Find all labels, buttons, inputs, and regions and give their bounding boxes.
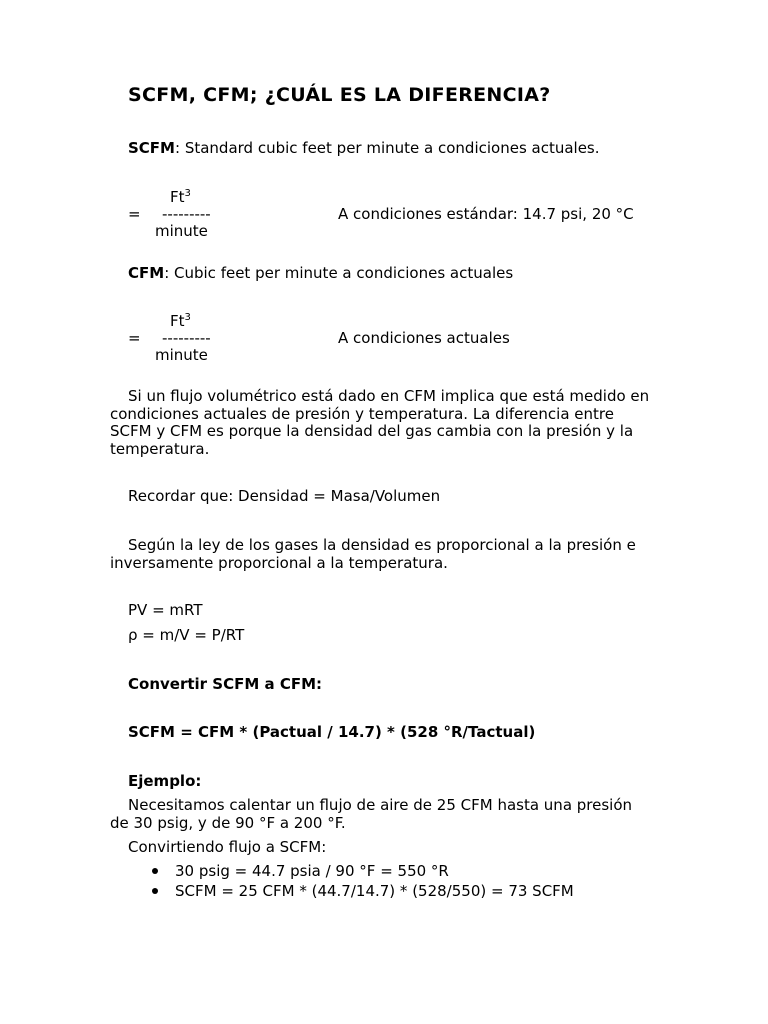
- example-text: Necesitamos calentar un flujo de aire de 25 CFM hasta una presión de 30 psig, y de 90 °F a 200 °F.: [110, 796, 633, 832]
- list-item: [151, 883, 574, 903]
- cfm-denominator: minute: [155, 346, 208, 364]
- convert-formula: SCFM = CFM * (Pactual / 14.7) * (528 °R/Tactual): [128, 723, 536, 741]
- cfm-definition-text: : Cubic feet per minute a condiciones actuales: [164, 264, 514, 282]
- paragraph-gas-law: Según la ley de los gases la densidad es proporcional a la presión e inversamente proporcional a la temperatura.: [110, 536, 636, 572]
- cfm-equals: =: [128, 329, 141, 347]
- scfm-exponent: 3: [184, 188, 191, 199]
- cfm-numerator: Ft$^3$: [170, 312, 191, 330]
- example-heading: Ejemplo:: [128, 772, 202, 790]
- scfm-denominator: minute: [155, 222, 208, 240]
- scfm-numerator: Ft$^3$: [170, 188, 191, 206]
- scfm-term: SCFM: [128, 139, 175, 157]
- list-item: [151, 863, 574, 883]
- cfm-definition: [128, 265, 513, 282]
- equation-density: ρ = m/V = P/RT: [128, 626, 245, 644]
- scfm-definition-text: : Standard cubic feet per minute a condiciones actuales.: [175, 139, 600, 157]
- convert-heading: Convertir SCFM a CFM:: [128, 675, 323, 693]
- density-reminder: Recordar que: Densidad = Masa/Volumen: [128, 487, 441, 505]
- cfm-term: CFM: [128, 264, 165, 282]
- cfm-condition: A condiciones actuales: [338, 329, 510, 347]
- scfm-equals: =: [128, 205, 141, 223]
- bullet-icon: [152, 868, 158, 874]
- scfm-definition: [128, 140, 600, 157]
- list-item-text: 30 psig = 44.7 psia / 90 °F = 550 °R: [175, 862, 449, 880]
- bullet-icon: [152, 888, 158, 894]
- calculation-list: [151, 863, 574, 903]
- cfm-exponent: 3: [184, 312, 191, 323]
- scfm-condition: A condiciones estándar: 14.7 psi, 20 °C: [338, 205, 634, 223]
- converting-line: Convirtiendo flujo a SCFM:: [128, 838, 327, 856]
- paragraph-flow-explanation: Si un flujo volumétrico está dado en CFM implica que está medido en condiciones actuales de presión y temperatura. La diferencia entre SCFM y CFM es porque la densidad del gas cambia con la presión y la temperatura.: [110, 387, 650, 458]
- list-item-text: SCFM = 25 CFM * (44.7/14.7) * (528/550) = 73 SCFM: [175, 882, 574, 900]
- page-title: SCFM, CFM; ¿CUÁL ES LA DIFERENCIA?: [128, 84, 551, 106]
- scfm-fraction-bar: ---------: [162, 205, 211, 223]
- equation-ideal-gas: PV = mRT: [128, 601, 203, 619]
- cfm-fraction-bar: ---------: [162, 329, 211, 347]
